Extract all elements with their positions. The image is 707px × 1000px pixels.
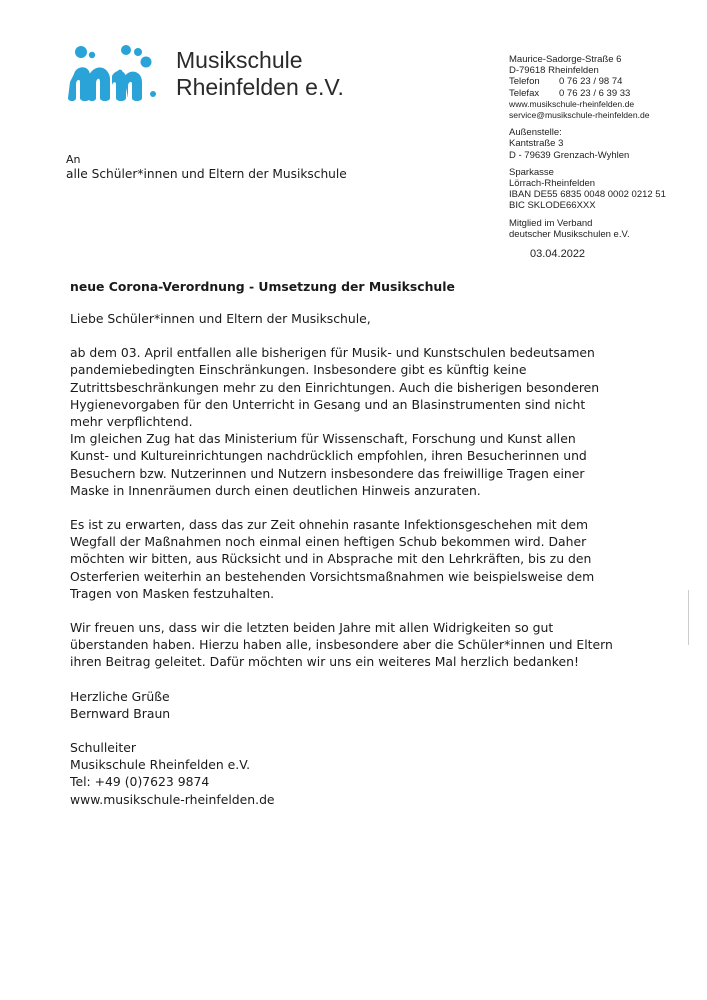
paragraph-line: Es ist zu erwarten, dass das zur Zeit ohnehin rasante Infektionsgeschehen mit dem — [70, 517, 589, 533]
paragraph-line: Im gleichen Zug hat das Ministerium für Wissenschaft, Forschung und Kunst allen — [70, 431, 576, 447]
address-telefax — [509, 88, 699, 99]
paragraph-2 — [70, 516, 690, 602]
paragraph-line: Kunst- und Kultureinrichtungen nachdrücklich empfohlen, ihren Besucherinnen und — [70, 448, 587, 464]
paragraph-line: Tragen von Masken festzuhalten. — [70, 585, 275, 601]
musikschule-logo-icon — [66, 42, 166, 108]
signature-tel: Tel: +49 (0)7623 9874 — [70, 774, 210, 790]
signature-web: www.musikschule-rheinfelden.de — [70, 791, 275, 807]
bank-iban: IBAN DE55 6835 0048 0002 0212 51 — [509, 189, 666, 201]
paragraph-line: Maske in Innenräumen durch einen deutlichen Hinweis anzuraten. — [70, 482, 481, 498]
address-web: www.musikschule-rheinfelden.de — [509, 98, 635, 109]
letter-body — [70, 310, 690, 808]
member-line-2: deutscher Musikschulen e.V. — [509, 228, 630, 240]
signature-role: Schulleiter — [70, 740, 136, 756]
address-telefon — [509, 76, 699, 87]
paragraph-line: überstanden haben. Hierzu haben alle, insbesondere aber die Schüler*innen und Eltern — [70, 637, 613, 653]
paragraph-3 — [70, 619, 690, 671]
bank-line-2: Lörrach-Rheinfelden — [509, 178, 596, 190]
telefon-label: Telefon — [509, 76, 540, 88]
address-street: Maurice-Sadorge-Straße 6 — [509, 54, 622, 65]
paragraph-line: möchten wir bitten, aus Rücksicht und in Absprache mit den Lehrkräften, bis zu den — [70, 551, 592, 567]
brand-line-1: Musikschule — [176, 47, 303, 73]
paragraph-line: Wegfall der Maßnahmen noch einmal einen heftigen Schub bekommen wird. Daher — [70, 534, 587, 550]
closing-name: Bernward Braun — [70, 705, 171, 721]
bank-bic: BIC SKLODE66XXX — [509, 200, 596, 212]
paragraph-line: mehr verpflichtend. — [70, 414, 193, 430]
paragraph-1 — [70, 344, 690, 499]
recipient-name: alle Schüler*innen und Eltern der Musikschule — [66, 167, 347, 181]
telefax-number: 0 76 23 / 6 39 33 — [559, 87, 631, 99]
paragraph-line: Wir freuen uns, dass wir die letzten beiden Jahre mit allen Widrigkeiten so gut — [70, 620, 554, 636]
paragraph-line: Besuchern bzw. Nutzerinnen und Nutzern insbesondere das freiwillige Tragen einer — [70, 465, 585, 481]
signature-org: Musikschule Rheinfelden e.V. — [70, 757, 251, 773]
paragraph-line: Osterferien weiterhin an bestehenden Vorsichtsmaßnahmen wie beispielsweise dem — [70, 568, 595, 584]
telefon-number: 0 76 23 / 98 74 — [559, 76, 623, 88]
recipient-label: An — [66, 153, 81, 166]
letter-subject: neue Corona-Verordnung - Umsetzung der Musikschule — [70, 279, 455, 294]
branch-street: Kantstraße 3 — [509, 138, 564, 150]
letter-date: 03.04.2022 — [530, 248, 586, 260]
closing-greeting: Herzliche Grüße — [70, 688, 170, 704]
telefax-label: Telefax — [509, 87, 540, 99]
brand-name — [176, 47, 344, 101]
paragraph-line: Hygienevorgaben für den Unterricht in Gesang und an Blasinstrumenten sind nicht — [70, 396, 586, 412]
salutation: Liebe Schüler*innen und Eltern der Musikschule, — [70, 311, 371, 326]
address-city: D-79618 Rheinfelden — [509, 65, 599, 77]
paragraph-line: ihren Beitrag geleitet. Dafür möchten wir uns ein weiteres Mal herzlich bedanken! — [70, 654, 579, 670]
branch-city: D - 79639 Grenzach-Wyhlen — [509, 149, 630, 161]
address-block — [509, 54, 699, 240]
brand-line-2: Rheinfelden e.V. — [176, 74, 344, 100]
branch-label: Außenstelle: — [509, 127, 562, 139]
paragraph-line: Zutrittsbeschränkungen mehr zu den Einrichtungen. Auch die bisherigen besonderen — [70, 379, 600, 395]
paragraph-line: ab dem 03. April entfallen alle bisherigen für Musik- und Kunstschulen bedeutsamen — [70, 345, 595, 361]
scan-edge-mark — [688, 590, 689, 645]
bank-line-1: Sparkasse — [509, 166, 554, 178]
paragraph-line: pandemiebedingten Einschränkungen. Insbesondere gibt es künftig keine — [70, 362, 527, 378]
member-line-1: Mitglied im Verband — [509, 217, 593, 229]
address-email: service@musikschule-rheinfelden.de — [509, 110, 650, 121]
